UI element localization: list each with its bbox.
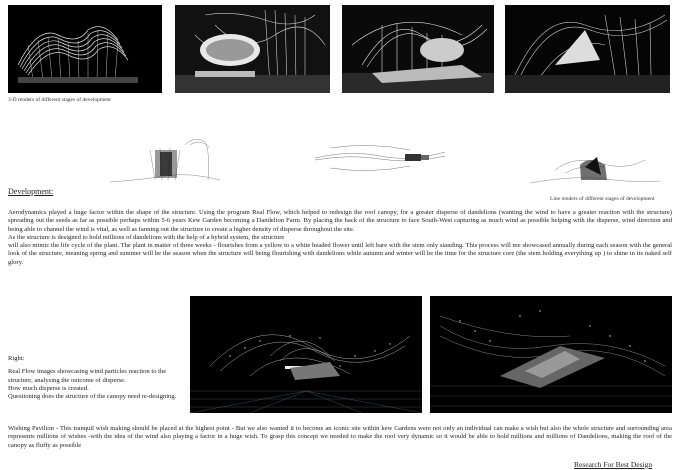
- research-link[interactable]: Research For Best Design: [574, 460, 653, 469]
- caption-3d-renders: 3-D renders of different stages of development: [8, 97, 111, 103]
- right-line-3: Questioning does the structure of the canopy need re-designing.: [8, 393, 177, 401]
- line-render-3: [525, 135, 665, 190]
- development-heading: Development:: [8, 187, 54, 196]
- paragraph-life-cycle: will also mimic the life cycle of the plant. The plant in matter of three weeks - flourishes from a yellow to a white headed flower until left bare with the stem only standing. This process will me showcased annually during each season with the general look of the structure, meaning spring and summer will be the season when the structure will being flourishing with dandelions while autumn and winter will be the time for the structure core (the stem holding everything up ) to shine in its naked self glory.: [8, 242, 672, 266]
- line-render-1: [110, 130, 225, 185]
- realflow-image-2: [430, 296, 672, 413]
- render-image-2: [175, 5, 330, 93]
- render-image-1: [8, 5, 162, 93]
- right-description: [8, 355, 186, 401]
- paragraph-hybrid-system: As the structure is designed to hold millions of dandelions with the help of a hybrid system, the structure: [8, 233, 285, 241]
- development-paragraph: [8, 209, 672, 267]
- right-line-2: How much disperse is created.: [8, 384, 89, 392]
- right-line-1: Real Flow images showcasing wind particles reaction to the structure, analysing the outcome of disperse.: [8, 368, 167, 384]
- realflow-image-1: [190, 296, 422, 413]
- right-label: Right:: [8, 355, 25, 362]
- wishing-pavilion-paragraph: Wishing Pavilion - This tranquil wish making should be placed at the highest point - But we also wanted it to become an iconic site within kew Gardens were not only an individual can make a wish but also the whole structure and surrounding area represents millions of wishes -with the idea of the wind also playing a factor in a huge wish. To grasp this concept we needed to make the roof very dynamic so it would be able to hold millions and millions of Dandelions, making the roof of the canopy as fluffy as possible: [8, 425, 672, 449]
- render-image-4: [505, 5, 670, 93]
- paragraph-aerodynamics: Aerodynamics played a huge factor within the shape of the structure. Using the program Real Flow, which helped to redesign the roof canopy, for a greater disperse of dandelions (wanting the wind to have a greater reaction with the structure) spreading out the seeds as far as possible perhaps within 5-6 years Kew Garden becoming a Dandelion Farm. By placing the back of the structure to face South-West capturing as much wind as possible helping with the disperse, wind direction and being able to channel the wind is vital, as well as fanning out the structure to create a higher density of disperse throughout the site.: [8, 209, 672, 233]
- render-image-3: [342, 5, 494, 93]
- line-render-2: [310, 140, 450, 175]
- caption-line-renders: Line renders of different stages of development: [550, 196, 655, 202]
